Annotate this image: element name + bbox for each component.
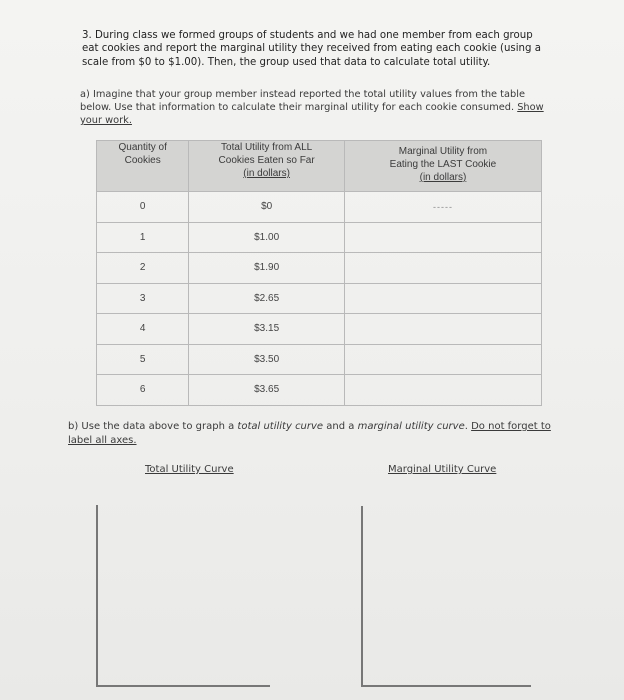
header-quantity bbox=[97, 141, 189, 192]
total-utility-cell: $1.90 bbox=[189, 253, 345, 284]
table-header-row bbox=[97, 141, 542, 192]
quantity-cell: 4 bbox=[97, 314, 189, 345]
table-row bbox=[97, 222, 542, 253]
total-utility-cell: $3.65 bbox=[189, 375, 345, 406]
header-marginal-line-3: (in dollars) bbox=[419, 172, 467, 183]
marginal-utility-cell[interactable] bbox=[344, 222, 541, 253]
total-utility-cell: $2.65 bbox=[189, 283, 345, 314]
quantity-cell: 2 bbox=[97, 253, 189, 284]
total-utility-cell: $1.00 bbox=[189, 222, 345, 253]
quantity-cell: 1 bbox=[97, 222, 189, 253]
part-a-instructions bbox=[80, 88, 558, 127]
header-total-line-3: (in dollars) bbox=[243, 168, 290, 179]
table-row bbox=[97, 375, 542, 406]
marginal-utility-x-axis bbox=[361, 685, 531, 687]
marginal-utility-cell[interactable] bbox=[344, 375, 541, 406]
marginal-utility-cell: ----- bbox=[344, 192, 541, 223]
marginal-utility-cell[interactable] bbox=[344, 253, 541, 284]
label-axes-text: Do not forget to label all axes. bbox=[68, 421, 551, 446]
table-row bbox=[97, 253, 542, 284]
show-your-work-text: Show your work. bbox=[80, 102, 544, 126]
quantity-cell: 3 bbox=[97, 283, 189, 314]
header-marginal-line-2: Eating the LAST Cookie bbox=[389, 159, 497, 170]
marginal-utility-cell[interactable] bbox=[344, 314, 541, 345]
table-row bbox=[97, 283, 542, 314]
utility-table bbox=[96, 140, 542, 406]
total-utility-cell: $3.50 bbox=[189, 344, 345, 375]
question-3-text: 3. During class we formed groups of students and we had one member from each group eat cookies and report the marginal utility they received from eating each cookie (using a scale from $0 to $1.00). Then, the group used that data to calculate total utility. bbox=[82, 30, 541, 68]
total-utility-y-axis bbox=[96, 505, 98, 686]
total-utility-graph-title: Total Utility Curve bbox=[145, 464, 234, 475]
header-marginal-utility bbox=[344, 141, 541, 192]
part-a-text: a) Imagine that your group member instead reported the total utility values from the table below. Use that information to calculate their marginal utility for each cookie consumed. bbox=[80, 89, 525, 113]
quantity-cell: 6 bbox=[97, 375, 189, 406]
part-b-middle: and a bbox=[323, 421, 358, 432]
part-b-prefix: b) Use the data above to graph a bbox=[68, 421, 238, 432]
header-quantity-line-1: Quantity of bbox=[118, 142, 167, 153]
marginal-utility-cell[interactable] bbox=[344, 344, 541, 375]
header-total-line-2: Cookies Eaten so Far bbox=[218, 155, 315, 166]
part-b-instructions bbox=[68, 420, 568, 448]
total-utility-cell: $0 bbox=[189, 192, 345, 223]
part-b-period: . bbox=[464, 421, 472, 432]
quantity-cell: 5 bbox=[97, 344, 189, 375]
total-utility-x-axis bbox=[96, 685, 270, 687]
header-quantity-line-2: Cookies bbox=[124, 155, 161, 166]
part-b-marginal-curve-text: marginal utility curve bbox=[357, 421, 465, 432]
table-row bbox=[97, 314, 542, 345]
total-utility-cell: $3.15 bbox=[189, 314, 345, 345]
marginal-utility-cell[interactable] bbox=[344, 283, 541, 314]
header-marginal-line-1: Marginal Utility from bbox=[398, 146, 488, 157]
part-b-total-curve-text: total utility curve bbox=[237, 421, 324, 432]
table-row bbox=[97, 192, 542, 223]
quantity-cell: 0 bbox=[97, 192, 189, 223]
table-row bbox=[97, 344, 542, 375]
marginal-utility-graph-title: Marginal Utility Curve bbox=[388, 464, 497, 475]
marginal-utility-y-axis bbox=[361, 506, 363, 686]
header-total-utility bbox=[189, 141, 345, 192]
header-total-line-1: Total Utility from ALL bbox=[221, 142, 313, 153]
